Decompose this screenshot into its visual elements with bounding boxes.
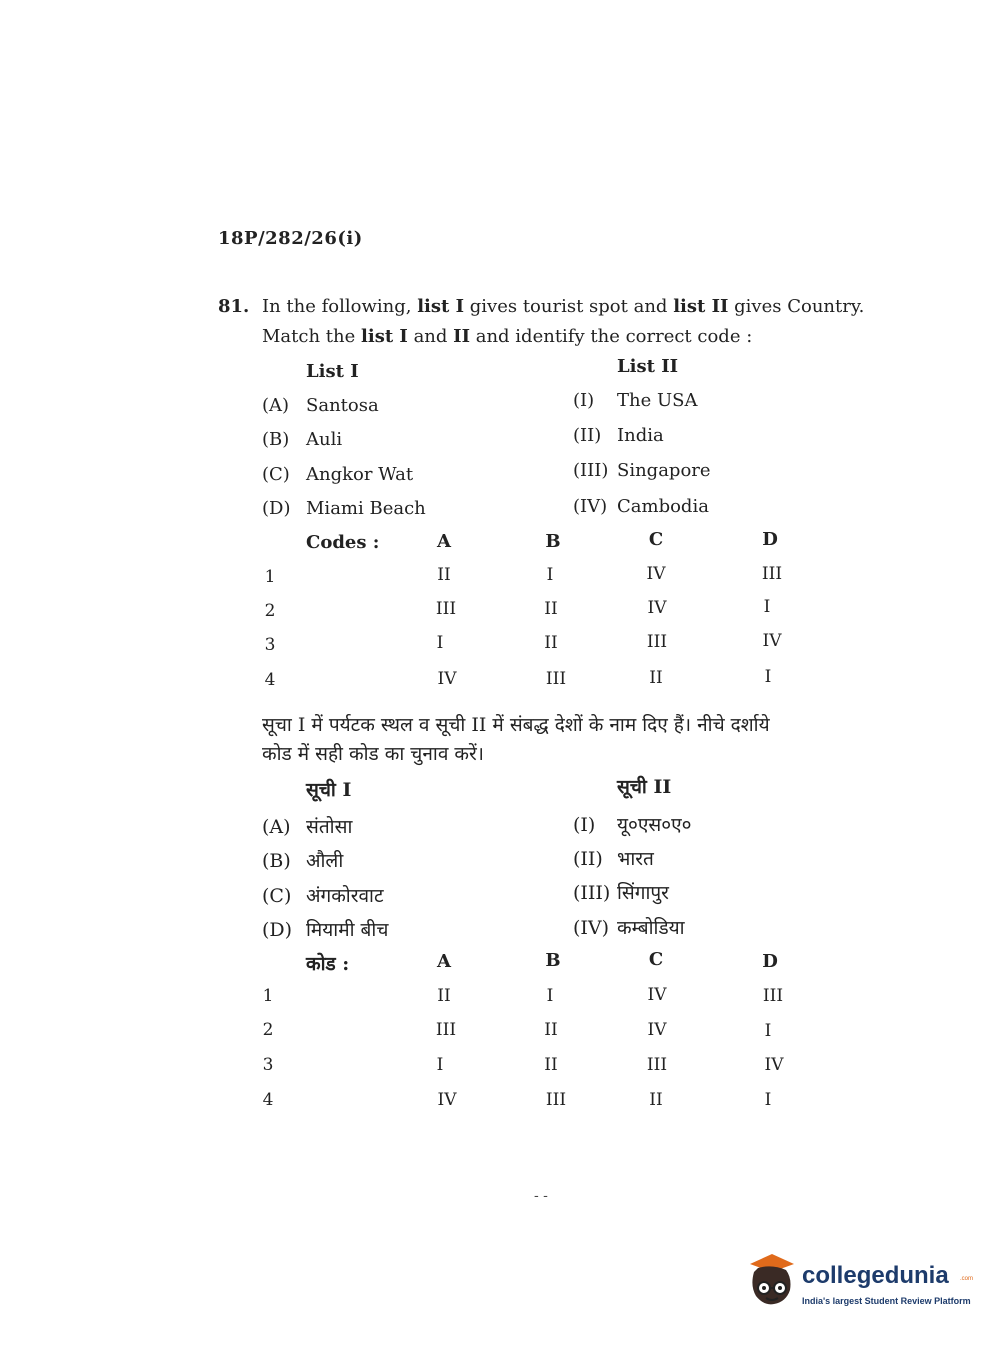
list2-heading: List II — [617, 356, 679, 377]
option-cell: IV — [647, 985, 667, 1005]
option-cell: II — [544, 599, 558, 619]
option-number: 1 — [262, 986, 274, 1006]
list1-item: (A) Santosa — [262, 395, 379, 416]
option-number: 3 — [264, 635, 276, 655]
question-text-line-1: In the following, list I gives tourist spot and list II gives Country. — [262, 296, 865, 317]
column-header-a: A — [437, 531, 451, 552]
hindi-list1-item: (B) औली — [262, 850, 344, 872]
hindi-column-header-b: B — [545, 950, 561, 971]
option-number: 4 — [264, 670, 276, 690]
option-cell: I — [436, 633, 444, 653]
option-number: 2 — [264, 601, 276, 621]
option-cell: III — [545, 669, 567, 689]
hindi-question-line-2: कोड में सही कोड का चुनाव करें। — [262, 743, 484, 765]
hindi-question-line-1: सूचा I में पर्यटक स्थल व सूची II में संबद्ध देशों के नाम दिए हैं। नीचे दर्शाये — [262, 714, 770, 736]
list2-item: (I) The USA — [573, 390, 698, 411]
option-cell: I — [764, 667, 772, 687]
list1-item: (D) Miami Beach — [262, 498, 426, 519]
page-number-mark: - - — [534, 1188, 548, 1204]
option-cell: IV — [437, 669, 457, 689]
option-cell: IV — [646, 564, 666, 584]
option-number: 3 — [262, 1055, 274, 1075]
list1-item: (B) Auli — [262, 429, 343, 450]
option-number: 1 — [264, 567, 276, 587]
hindi-list1-heading: सूची I — [306, 779, 352, 801]
hindi-list1-item: (A) संतोसा — [262, 816, 353, 838]
option-cell: I — [546, 986, 554, 1006]
paper-code: 18P/282/26(i) — [218, 228, 363, 249]
hindi-column-header-d: D — [762, 951, 778, 972]
option-cell: II — [544, 1055, 558, 1075]
option-cell: I — [546, 565, 554, 585]
option-cell: IV — [762, 631, 782, 651]
list2-item: (IV) Cambodia — [573, 496, 709, 517]
option-cell: III — [761, 564, 783, 584]
option-cell: I — [763, 597, 771, 617]
option-cell: II — [649, 668, 663, 688]
question-number: 81. — [218, 296, 250, 317]
list1-item: (C) Angkor Wat — [262, 464, 414, 485]
option-cell: III — [646, 632, 668, 652]
option-cell: II — [649, 1090, 663, 1110]
option-cell: IV — [647, 1020, 667, 1040]
option-cell: II — [544, 633, 558, 653]
hindi-list1-item: (D) मियामी बीच — [262, 919, 389, 941]
collegedunia-mascot-icon — [742, 1250, 802, 1310]
codes-label: Codes : — [306, 532, 380, 553]
hindi-codes-label: कोड : — [306, 953, 350, 975]
option-cell: I — [436, 1055, 444, 1075]
hindi-list2-heading: सूची II — [617, 776, 672, 798]
option-cell: IV — [437, 1090, 457, 1110]
collegedunia-tagline: India's largest Student Review Platform — [802, 1296, 971, 1306]
column-header-d: D — [762, 529, 778, 550]
hindi-list2-item: (I) यू०एस०ए० — [573, 814, 692, 836]
option-cell: IV — [647, 598, 667, 618]
option-number: 2 — [262, 1020, 274, 1040]
list2-item: (III) Singapore — [573, 460, 711, 481]
hindi-list1-item: (C) अंगकोरवाट — [262, 885, 384, 907]
option-number: 4 — [262, 1090, 274, 1110]
collegedunia-logo-com: .com — [960, 1276, 974, 1282]
option-cell: III — [435, 599, 457, 619]
hindi-list2-item: (III) सिंगापुर — [573, 882, 669, 904]
question-text-line-2: Match the list I and II and identify the correct code : — [262, 326, 753, 347]
column-header-b: B — [545, 531, 561, 552]
hindi-column-header-c: C — [648, 949, 664, 970]
column-header-c: C — [648, 529, 664, 550]
option-cell: III — [762, 986, 784, 1006]
hindi-column-header-a: A — [437, 951, 451, 972]
collegedunia-logo-text: collegedunia — [802, 1262, 949, 1289]
option-cell: III — [646, 1055, 668, 1075]
option-cell: IV — [764, 1055, 784, 1075]
option-cell: I — [764, 1021, 772, 1041]
option-cell: II — [437, 565, 451, 585]
list1-heading: List I — [306, 361, 359, 382]
list2-item: (II) India — [573, 425, 664, 446]
hindi-list2-item: (IV) कम्बोडिया — [573, 917, 685, 939]
option-cell: III — [435, 1020, 457, 1040]
hindi-list2-item: (II) भारत — [573, 848, 654, 870]
option-cell: II — [544, 1020, 558, 1040]
option-cell: II — [437, 986, 451, 1006]
option-cell: III — [545, 1090, 567, 1110]
option-cell: I — [764, 1090, 772, 1110]
